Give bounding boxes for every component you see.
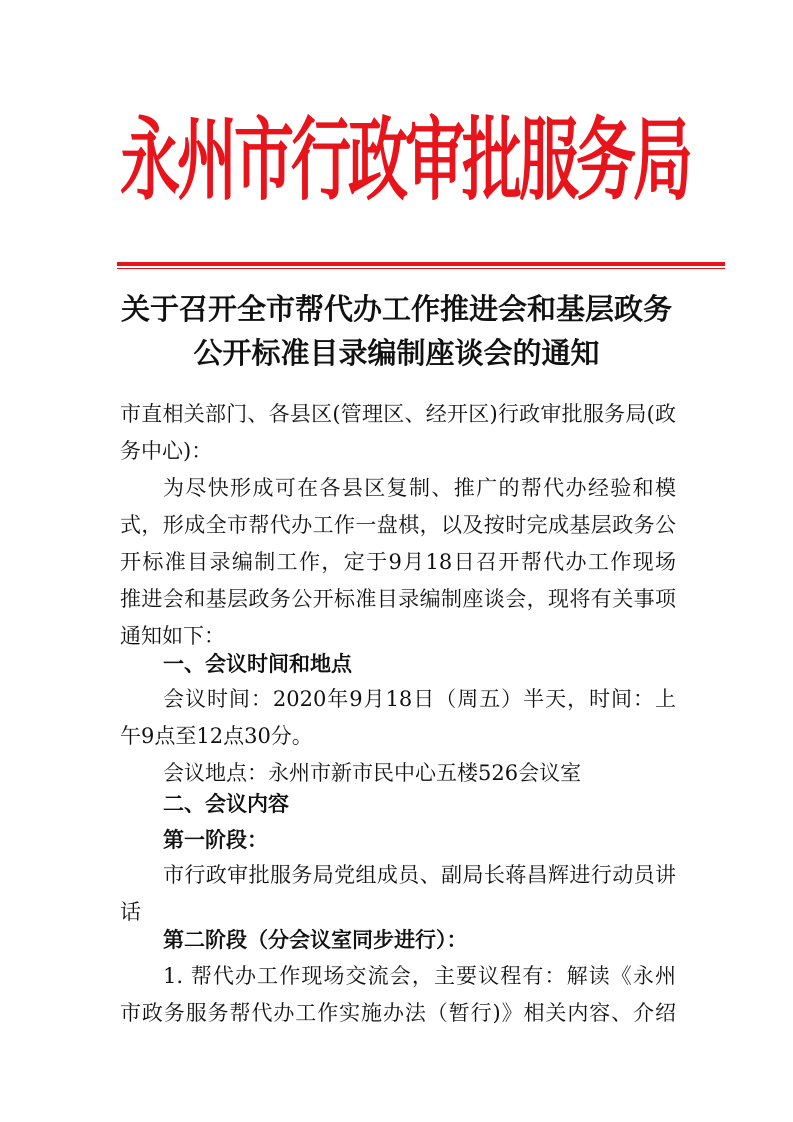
stage-1-heading: 第一阶段： (163, 828, 268, 852)
item-1-line-2: 市政务服务帮代办工作实施办法（暂行)》相关内容、介绍 (120, 1001, 676, 1025)
red-header-rule-thin (117, 268, 725, 269)
notice-title-line-1: 关于召开全市帮代办工作推进会和基层政务 (120, 292, 672, 326)
stage-1-line-2: 话 (120, 900, 141, 924)
item-1-line-1: 1. 帮代办工作现场交流会，主要议程有：解读《永州 (163, 964, 676, 988)
intro-line-5: 通知如下： (120, 624, 225, 648)
stage-2-heading: 第二阶段（分会议室同步进行）： (163, 928, 468, 952)
intro-line-3: 开标准目录编制工作，定于9月18日召开帮代办工作现场 (120, 550, 676, 574)
section-1-heading: 一、会议时间和地点 (163, 652, 352, 676)
intro-line-2: 式，形成全市帮代办工作一盘棋，以及按时完成基层政务公 (120, 513, 676, 537)
intro-line-1: 为尽快形成可在各县区复制、推广的帮代办经验和模 (163, 476, 676, 500)
salutation-line-1: 市直相关部门、各县区(管理区、经开区)行政审批服务局(政 (120, 402, 676, 426)
meeting-time-line-2: 午9点至12点30分。 (120, 724, 313, 748)
stage-1-line-1: 市行政审批服务局党组成员、副局长蒋昌辉进行动员讲 (163, 863, 676, 887)
salutation-line-2: 务中心)： (120, 439, 213, 463)
notice-title-line-2: 公开标准目录编制座谈会的通知 (193, 336, 600, 370)
intro-line-4: 推进会和基层政务公开标准目录编制座谈会，现将有关事项 (120, 587, 676, 611)
meeting-time-line-1: 会议时间：2020年9月18日（周五）半天，时间：上 (163, 687, 676, 711)
red-header-rule (117, 262, 725, 266)
issuer-masthead: 永州市行政审批服务局 (120, 108, 690, 214)
section-2-heading: 二、会议内容 (163, 792, 289, 816)
meeting-place: 会议地点：永州市新市民中心五楼526会议室 (163, 761, 582, 785)
